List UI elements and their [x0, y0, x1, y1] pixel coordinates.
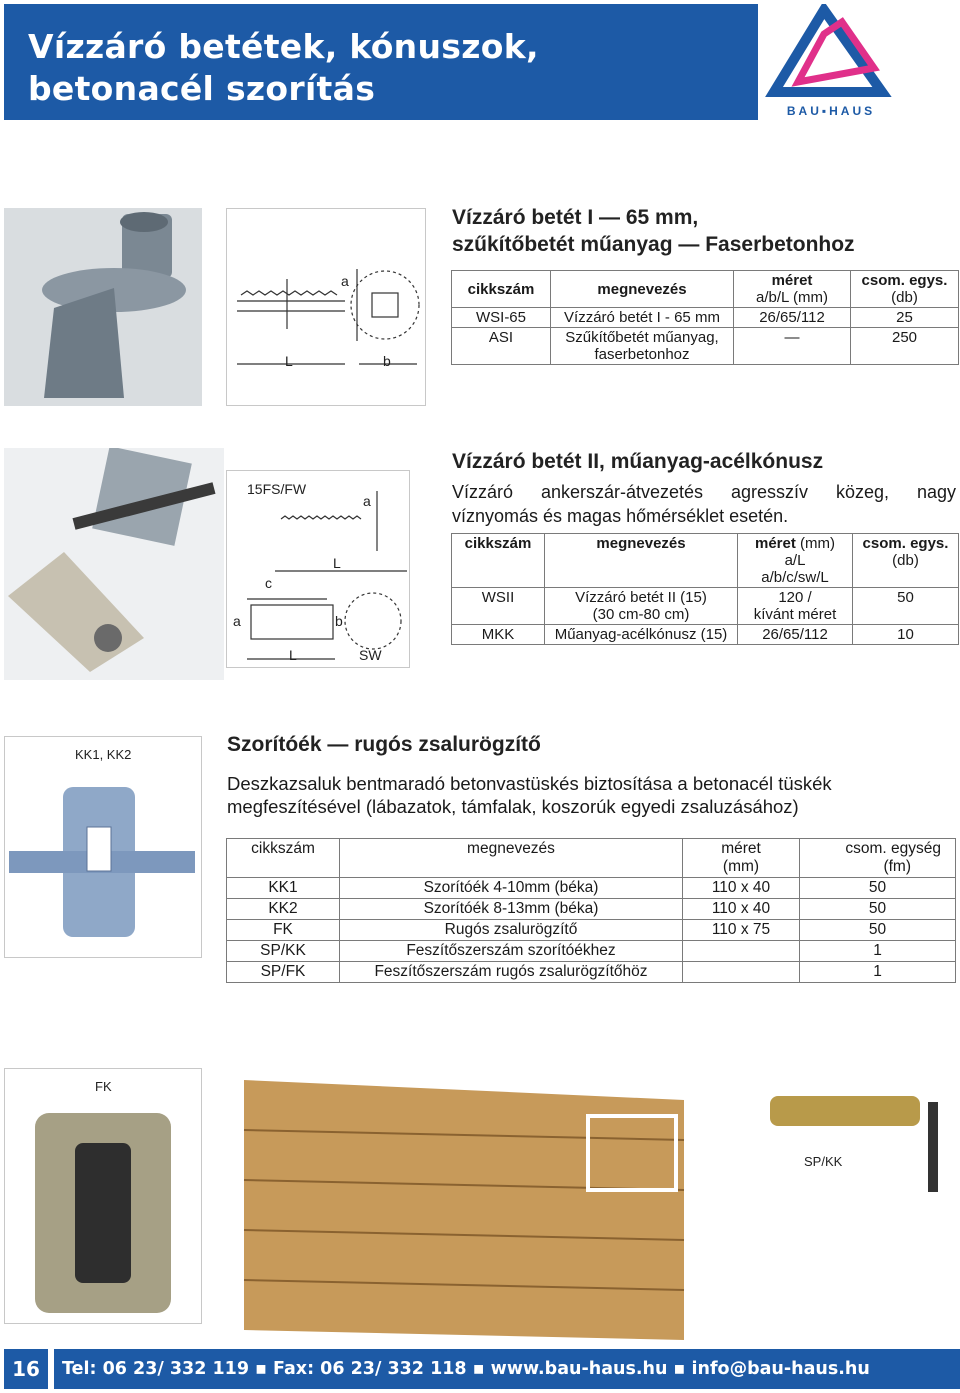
col-header-size: méret a/b/L (mm) [734, 271, 851, 308]
cell-size: 120 / kívánt méret [738, 588, 853, 625]
diagram-label-b: b [383, 353, 391, 369]
cell-code: WSII [452, 588, 545, 625]
diagram-label-l: L [333, 555, 341, 571]
section2-desc-line1: Vízzáró ankerszár-átvezetés agresszív közeg, nagy [452, 482, 956, 502]
cell-unit: 50 [800, 920, 956, 941]
diagram-wsi [226, 208, 426, 406]
section3-title: Szorítóék — rugós zsalurögzítő [227, 733, 541, 756]
section2-desc-line2: víznyomás és magas hőmérséklet esetén. [452, 506, 789, 526]
image-label-kk: KK1, KK2 [75, 747, 132, 762]
section3-desc-line1: Deszkazsaluk bentmaradó betonvastüskés biztosítása a betonacél tüskék [227, 773, 832, 794]
water-stop-insert-image [4, 208, 202, 406]
formwork-photo [214, 1060, 694, 1340]
cell-unit: 50 [853, 588, 959, 625]
col-header-size: méret (mm) [683, 839, 800, 878]
page-title-line1: Vízzáró betétek, kónuszok, [28, 27, 539, 66]
diagram-label-a2: a [233, 613, 241, 629]
cell-size: 110 x 40 [683, 899, 800, 920]
section1-title [452, 204, 855, 258]
cell-code: ASI [452, 328, 551, 365]
col-header-name: megnevezés [551, 271, 734, 308]
diagram-label-b: b [335, 613, 343, 629]
product-photo-kk [4, 736, 202, 958]
page-title [28, 26, 539, 110]
cell-unit: 10 [853, 625, 959, 645]
cell-size [683, 962, 800, 983]
image-label-spkk: SP/KK [804, 1154, 843, 1169]
section2-table [451, 533, 959, 645]
section3-description [227, 772, 957, 818]
table-row [227, 941, 956, 962]
cell-size: — [734, 328, 851, 365]
col-header-code: cikkszám [452, 534, 545, 588]
cell-code: KK1 [227, 878, 340, 899]
table-row [452, 308, 959, 328]
table-row [452, 328, 959, 365]
technical-drawing-wsi [227, 209, 425, 405]
formwork-application-image [214, 1060, 694, 1340]
cell-name: Szűkítőbetét műanyag, faserbetonhoz [551, 328, 734, 365]
section3-table [226, 838, 956, 983]
page-number: 16 [12, 1357, 40, 1381]
col-header-size: méret (mm) a/L a/b/c/sw/L [738, 534, 853, 588]
cell-code: KK2 [227, 899, 340, 920]
cell-name: Feszítőszerszám rugós zsalurögzítőhöz [340, 962, 683, 983]
spring-clamp-image [5, 1103, 201, 1323]
cell-unit: 25 [851, 308, 959, 328]
cell-code: SP/KK [227, 941, 340, 962]
diagram-label-l: L [285, 353, 293, 369]
table-row [227, 878, 956, 899]
cell-code: WSI-65 [452, 308, 551, 328]
col-header-unit: csom. egység (fm) [800, 839, 956, 878]
col-header-name: megnevezés [340, 839, 683, 878]
col-header-name: megnevezés [545, 534, 738, 588]
cell-code: SP/FK [227, 962, 340, 983]
wedge-clamp-image [5, 771, 201, 957]
cell-size: 26/65/112 [734, 308, 851, 328]
tensioning-tool-photo [760, 1080, 956, 1200]
cell-size: 110 x 75 [683, 920, 800, 941]
tensioning-tool-image [760, 1080, 956, 1200]
col-header-code: cikkszám [452, 271, 551, 308]
cell-name: Szorítóék 8-13mm (béka) [340, 899, 683, 920]
cell-unit: 1 [800, 941, 956, 962]
table-row [452, 625, 959, 645]
section1-title-line2: szűkítőbetét műanyag — Faserbetonhoz [452, 233, 855, 256]
section3-desc-line2: megfeszítésével (lábazatok, támfalak, koszorúk egyedi zsaluzásához) [227, 796, 799, 817]
product-photo-wsii [4, 448, 224, 680]
cell-unit: 250 [851, 328, 959, 365]
cell-name: Feszítőszerszám szorítóékhez [340, 941, 683, 962]
table-row [227, 920, 956, 941]
footer-contact: Tel: 06 23/ 332 119 ▪ Fax: 06 23/ 332 118 ▪ www.bau-haus.hu ▪ info@bau-haus.hu [62, 1359, 870, 1379]
logo-text: BAU▪HAUS [786, 104, 876, 118]
cell-name: Rugós zsalurögzítő [340, 920, 683, 941]
water-stop-cone-image [4, 448, 224, 680]
cell-code: FK [227, 920, 340, 941]
col-header-code: cikkszám [227, 839, 340, 878]
section1-title-line1: Vízzáró betét I — 65 mm, [452, 206, 699, 229]
cell-unit: 1 [800, 962, 956, 983]
image-label-fk: FK [95, 1079, 112, 1094]
cell-name: Vízzáró betét II (15) (30 cm-80 cm) [545, 588, 738, 625]
cell-size: 110 x 40 [683, 878, 800, 899]
cell-name: Szorítóék 4-10mm (béka) [340, 878, 683, 899]
section1-table [451, 270, 959, 365]
technical-drawing-wsii [227, 471, 409, 667]
table-row [452, 588, 959, 625]
page-title-line2: betonacél szorítás [28, 69, 376, 108]
cell-code: MKK [452, 625, 545, 645]
cell-name: Vízzáró betét I - 65 mm [551, 308, 734, 328]
section2-description [452, 480, 956, 528]
product-photo-wsi [4, 208, 202, 406]
diagram-label-c: c [265, 575, 272, 591]
table-row [227, 962, 956, 983]
diagram-label-l2: L [289, 647, 297, 663]
cell-size [683, 941, 800, 962]
col-header-unit: csom. egys. (db) [851, 271, 959, 308]
cell-size: 26/65/112 [738, 625, 853, 645]
diagram-wsii [226, 470, 410, 668]
col-header-unit: csom. egys. (db) [853, 534, 959, 588]
cell-unit: 50 [800, 878, 956, 899]
logo-triangle-icon [762, 4, 956, 120]
diagram-label-sw: SW [359, 647, 382, 663]
logo [762, 4, 956, 120]
product-photo-fk [4, 1068, 202, 1324]
cell-unit: 50 [800, 899, 956, 920]
cell-name: Műanyag-acélkónusz (15) [545, 625, 738, 645]
table-row [227, 899, 956, 920]
diagram-label-a: a [363, 493, 371, 509]
section2-title: Vízzáró betét II, műanyag-acélkónusz [452, 450, 824, 473]
diagram-label-a: a [341, 273, 349, 289]
diagram-label-code: 15FS/FW [247, 481, 307, 497]
